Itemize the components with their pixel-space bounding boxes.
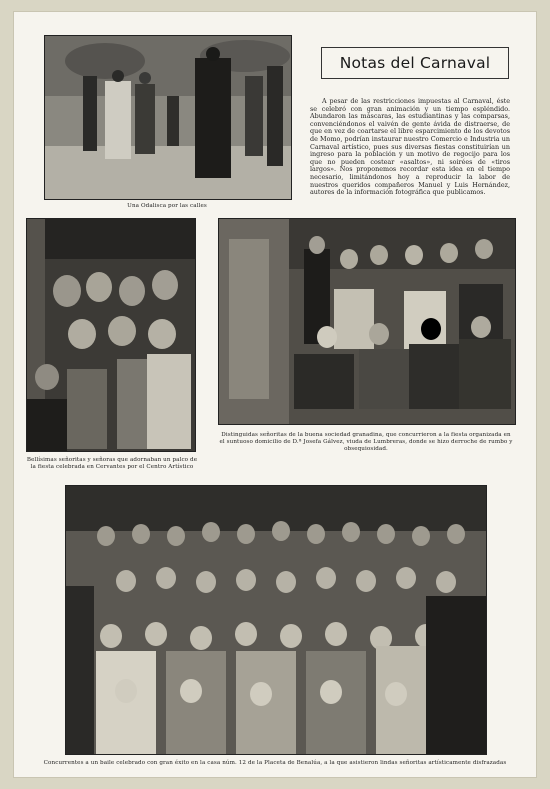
photo-theatre-box-image bbox=[27, 219, 195, 451]
photo-benalua-dance-caption: Concurrentes a un baile celebrado con gran éxito en la casa núm. 12 de la Placeta de Benalúa, a la que asistieron lindas señoritas artísticamente disfrazadas bbox=[43, 760, 507, 766]
magazine-page bbox=[14, 12, 536, 777]
photo-home-party-image bbox=[219, 219, 515, 424]
photo-home-party-caption: Distinguidas señoritas de la buena sociedad granadina, que concurrieron a la fiesta organizada en el suntuoso domicilio de D.ª Josefa Gálvez, viuda de Lumbreras, donde se hizo derroche de rumbo y obsequiosidad. bbox=[219, 432, 513, 452]
photo-street-image bbox=[45, 36, 291, 199]
photo-home-party bbox=[218, 218, 516, 425]
photo-theatre-box-caption: Bellísimas señoritas y señoras que adornaban un palco de la fiesta celebrada en Cervantes por el Centro Artístico bbox=[26, 457, 198, 470]
photo-benalua-dance bbox=[65, 485, 487, 755]
photo-theatre-box bbox=[26, 218, 196, 452]
photo-odalisca-street bbox=[44, 35, 292, 200]
page-title-box bbox=[321, 47, 509, 79]
photo-odalisca-caption: Una Odalisca por las calles bbox=[127, 203, 207, 209]
page-title: Notas del Carnaval bbox=[339, 54, 491, 72]
photo-benalua-dance-image bbox=[66, 486, 486, 754]
article-text: A pesar de las restricciones impuestas al Carnaval, éste se celebró con gran animación y un tiempo espléndido. Abundaron las máscaras, las estudiantinas y las comparsas, convenciéndonos el vaivén de gente ávida de distraerse, de que en vez de coartarse el libre esparcimiento de los devotos de Momo, podrían instaurar nuestro Comercio e Industria un Carnaval artístico, pues sus diversas fiestas constituirían un ingreso para la población y un motivo de regocijo para los que no pueden costear «asaltos», ni soirées de «tiros largos». Nos proponemos recordar esta idea en el tiempo necesario, limitándonos hoy a reproducir la labor de nuestros queridos compañeros Manuel y Luis Hernández, autores de la información fotográfica que publicamos. bbox=[310, 97, 510, 197]
